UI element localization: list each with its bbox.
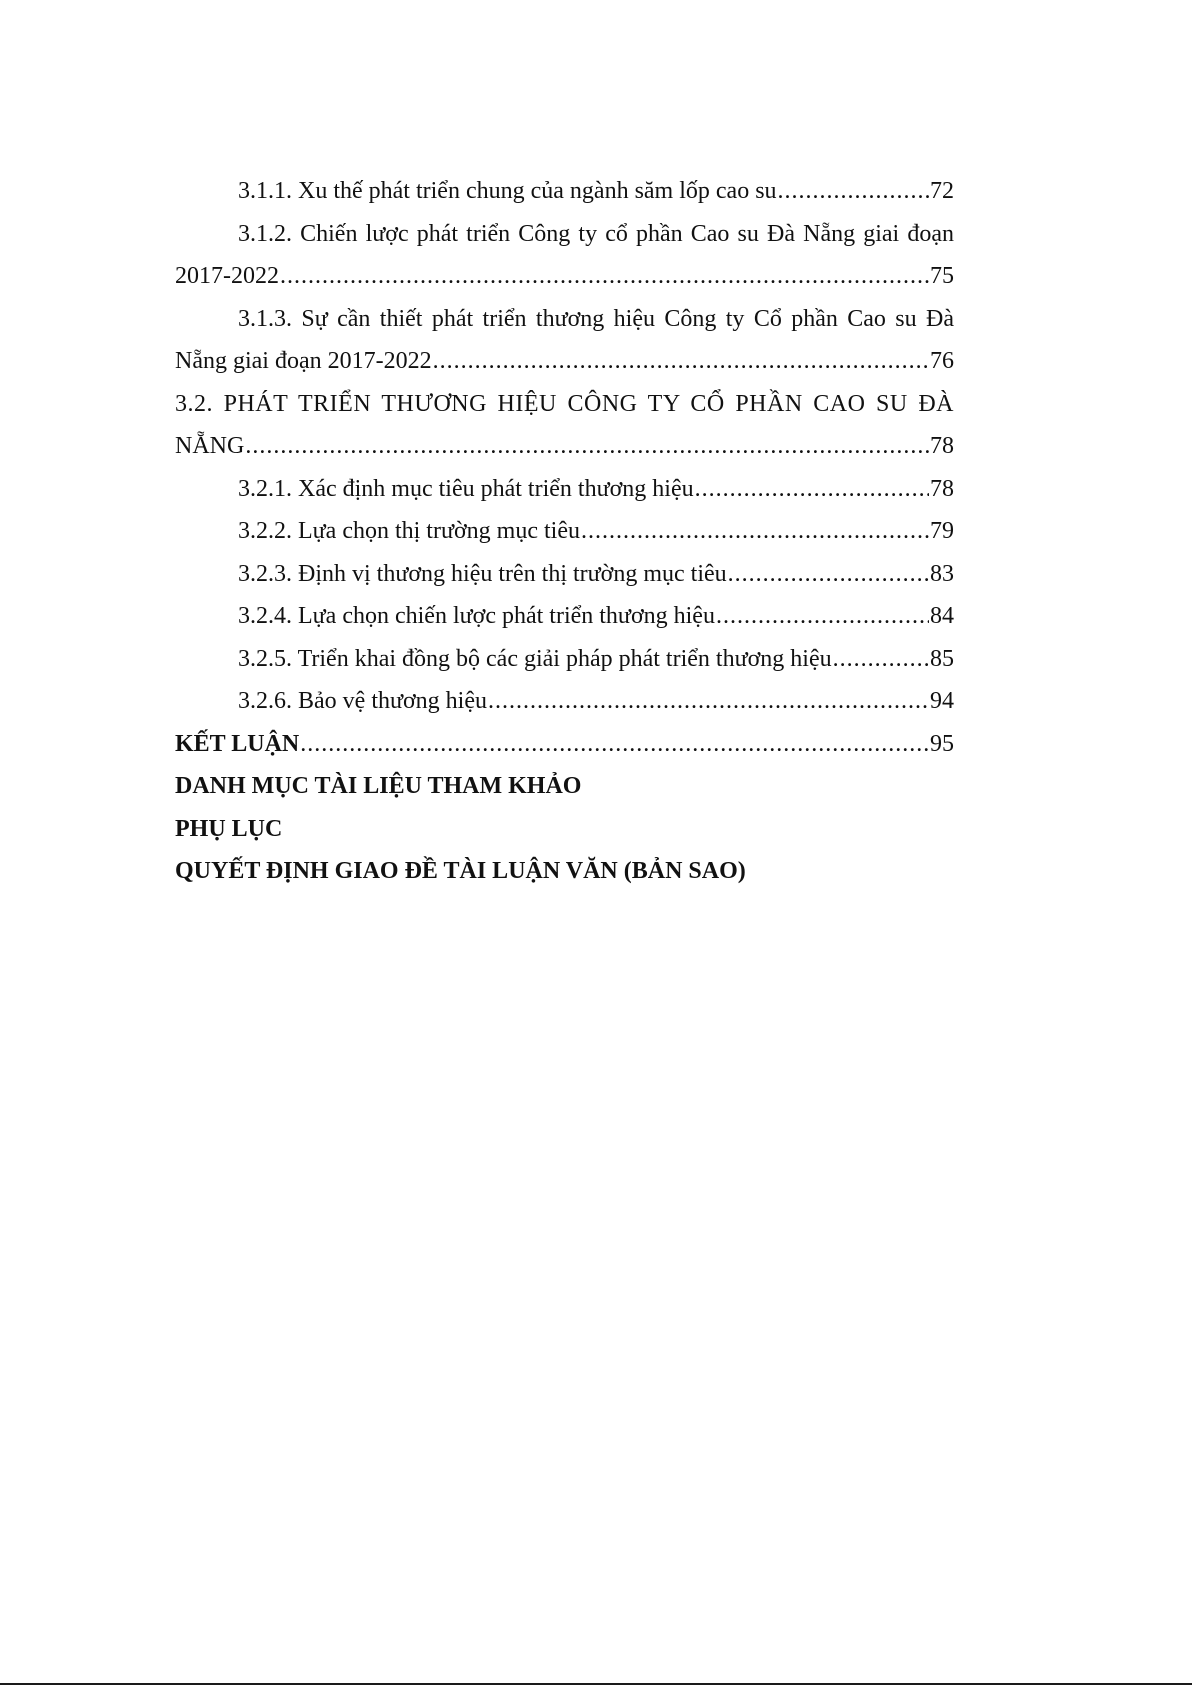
toc-entry-3-2-3[interactable]	[175, 553, 954, 596]
toc-entry-3-2-6[interactable]	[175, 680, 954, 723]
toc-entry-label: 3.2.6. Bảo vệ thương hiệu	[238, 688, 487, 714]
toc-entry-label: 3.1.3. Sự cần thiết phát triển thương hiệu Công ty Cổ phần Cao su Đà	[238, 305, 954, 332]
toc-entry-3-2-1[interactable]	[175, 468, 954, 511]
toc-page-number: 84	[930, 603, 954, 629]
toc-entry-label: 3.2.2. Lựa chọn thị trường mục tiêu	[238, 518, 580, 544]
toc-entry-danh-muc-tai-lieu[interactable]	[175, 765, 954, 808]
toc-entry-label: 3.2.4. Lựa chọn chiến lược phát triển thương hiệu	[238, 603, 715, 629]
dot-leader	[245, 425, 929, 468]
toc-entry-quyet-dinh[interactable]	[175, 850, 954, 893]
toc-entry-label: DANH MỤC TÀI LIỆU THAM KHẢO	[175, 773, 582, 799]
dot-leader	[833, 638, 929, 681]
toc-entry-3-1-1[interactable]	[175, 170, 954, 213]
toc-page-number: 78	[930, 433, 954, 459]
toc-entry-label: PHỤ LỤC	[175, 815, 283, 842]
toc-section-label-continued: NẴNG	[175, 433, 245, 459]
toc-entry-label: 3.1.2. Chiến lược phát triển Công ty cổ phần Cao su Đà Nẵng giai đoạn	[238, 220, 954, 247]
toc-entry-label: 3.1.1. Xu thế phát triển chung của ngành săm lốp cao su	[238, 178, 777, 204]
toc-section-3-2-line-2[interactable]	[175, 425, 954, 468]
toc-entry-label-continued: 2017-2022	[175, 263, 279, 289]
toc-entry-ket-luan[interactable]	[175, 723, 954, 766]
toc-entry-label: 3.2.3. Định vị thương hiệu trên thị trường mục tiêu	[238, 560, 727, 587]
toc-entry-3-1-2-line-2[interactable]	[175, 255, 954, 298]
dot-leader	[778, 170, 929, 213]
toc-entry-3-2-5[interactable]	[175, 638, 954, 681]
dot-leader	[300, 723, 929, 766]
toc-entry-3-2-4[interactable]	[175, 595, 954, 638]
toc-page-number: 95	[930, 730, 954, 757]
toc-entry-3-2-2[interactable]	[175, 510, 954, 553]
toc-entry-label: QUYẾT ĐỊNH GIAO ĐỀ TÀI LUẬN VĂN (BẢN SAO)	[175, 858, 746, 884]
dot-leader	[695, 468, 929, 511]
toc-section-label: 3.2. PHÁT TRIỂN THƯƠNG HIỆU CÔNG TY CỔ PHẦN CAO SU ĐÀ	[175, 390, 954, 417]
toc-page-number: 75	[930, 263, 954, 289]
dot-leader	[716, 595, 929, 638]
toc-page-number: 79	[930, 518, 954, 544]
toc-entry-3-1-3-line-1[interactable]	[175, 298, 954, 341]
dot-leader	[728, 553, 929, 596]
toc-entry-label: 3.2.1. Xác định mục tiêu phát triển thương hiệu	[238, 475, 694, 502]
table-of-contents	[175, 170, 954, 893]
toc-entry-3-1-3-line-2[interactable]	[175, 340, 954, 383]
dot-leader	[581, 510, 929, 553]
dot-leader	[433, 340, 929, 383]
toc-page-number: 72	[930, 178, 954, 204]
toc-section-3-2-line-1[interactable]	[175, 383, 954, 426]
toc-page-number: 94	[930, 688, 954, 714]
toc-entry-phu-luc[interactable]	[175, 808, 954, 851]
toc-page-number: 83	[930, 560, 954, 587]
dot-leader	[488, 680, 929, 723]
toc-entry-label: KẾT LUẬN	[175, 730, 300, 757]
toc-page-number: 76	[930, 348, 954, 374]
dot-leader	[280, 255, 929, 298]
toc-page-number: 78	[930, 475, 954, 502]
toc-entry-label-continued: Nẵng giai đoạn 2017-2022	[175, 348, 432, 374]
toc-entry-label: 3.2.5. Triển khai đồng bộ các giải pháp phát triển thương hiệu	[238, 645, 832, 672]
toc-entry-3-1-2-line-1[interactable]	[175, 213, 954, 256]
toc-page-number: 85	[930, 645, 954, 672]
